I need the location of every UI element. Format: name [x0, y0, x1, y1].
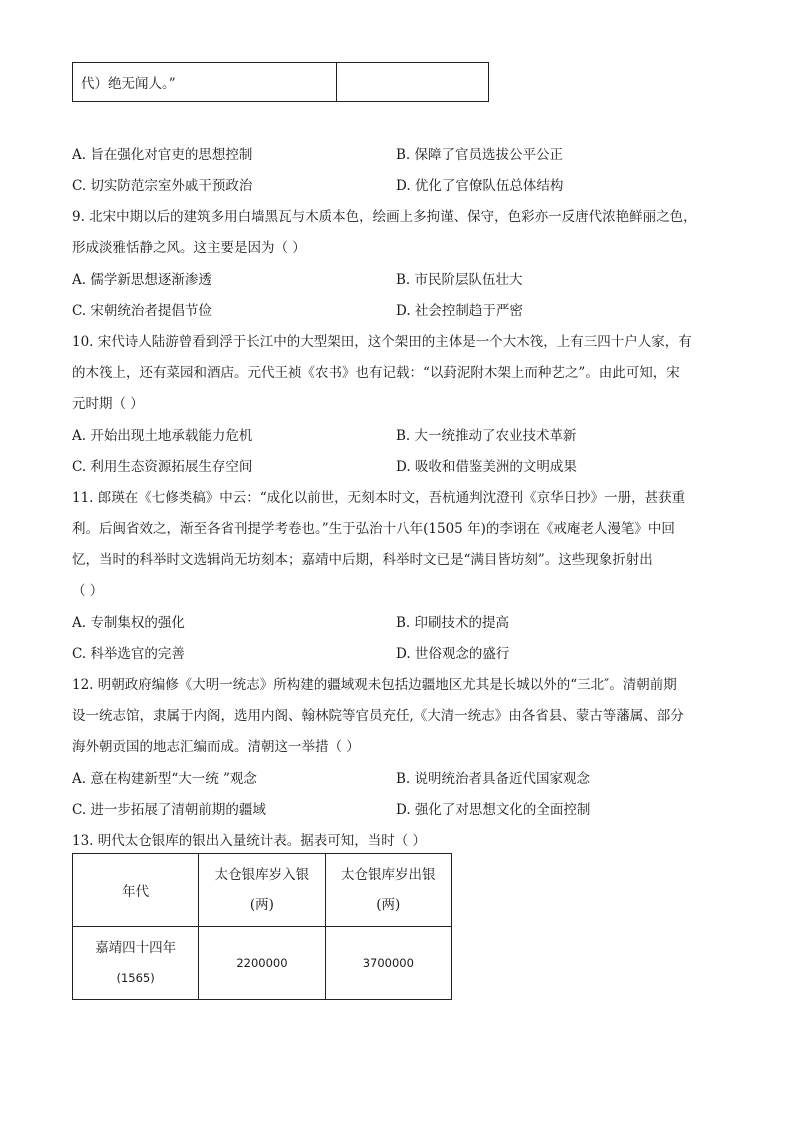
q9-option-a[interactable]: A. 儒学新思想逐渐渗透 — [72, 272, 212, 288]
q12-option-d[interactable]: D. 强化了对思想文化的全面控制 — [396, 802, 591, 818]
q11-option-c[interactable]: C. 科举选官的完善 — [72, 646, 185, 662]
q8-option-a[interactable]: A. 旨在强化对官吏的思想控制 — [72, 147, 253, 163]
top-table-cell-right — [337, 63, 489, 102]
row1-year-line2: (1565) — [116, 971, 155, 985]
q11-option-a[interactable]: A. 专制集权的强化 — [72, 615, 185, 631]
q10-stem-line2: 的木筏上，还有菜园和酒店。元代王祯《农书》也有记载：“以葑泥附木架上而种艺之”。由此可知，宋 — [72, 365, 680, 381]
q12-stem-line2: 设一统志馆，隶属于内阁，选用内阁、翰林院等官员充任,《大清一统志》由各省县、蒙古等藩属、部分 — [72, 708, 684, 724]
q9-stem-line2: 形成淡雅恬静之风。这主要是因为（ ） — [72, 240, 306, 256]
q8-option-c[interactable]: C. 切实防范宗室外戚干预政治 — [72, 178, 253, 194]
q12-stem-line1: 12. 明朝政府编修《大明一统志》所构建的疆域观未包括边疆地区尤其是长城以外的“三北″。清朝前期 — [72, 677, 677, 693]
q9-option-d[interactable]: D. 社会控制趋于严密 — [396, 303, 523, 319]
silver-table-header-income — [199, 854, 325, 927]
silver-table-header-year — [73, 854, 199, 927]
header-income-line2: (两) — [249, 897, 274, 913]
silver-table-header-expense — [325, 854, 451, 927]
q11-option-b[interactable]: B. 印刷技术的提高 — [396, 615, 510, 631]
q12-option-c[interactable]: C. 进一步拓展了清朝前期的疆域 — [72, 802, 266, 818]
q10-option-c[interactable]: C. 利用生态资源拓展生存空间 — [72, 459, 253, 475]
header-year-text: 年代 — [122, 884, 150, 900]
header-expense-line1: 太仓银库岁出银 — [341, 867, 436, 883]
q12-option-a[interactable]: A. 意在构建新型“大一统 ”观念 — [72, 771, 257, 787]
silver-table-row1-year — [73, 927, 199, 1000]
q8-option-d[interactable]: D. 优化了官僚队伍总体结构 — [396, 178, 564, 194]
row1-year-line1: 嘉靖四十四年 — [95, 940, 177, 956]
q13-stem: 13. 明代太仓银库的银出入量统计表。据表可知，当时（ ） — [72, 833, 427, 849]
q12-stem-line3: 海外朝贡国的地志汇编而成。清朝这一举措（ ） — [72, 739, 360, 755]
q8-option-b[interactable]: B. 保障了官员选拔公平公正 — [396, 147, 564, 163]
header-income-line1: 太仓银库岁入银 — [214, 867, 310, 883]
q11-stem-line1: 11. 郎瑛在《七修类稿》中云：“成化以前世，无刻本时文，吾杭通判沈澄刊《京华日抄》一册，甚获重 — [72, 490, 686, 506]
q10-stem-line1: 10. 宋代诗人陆游曾看到浮于长江中的大型架田，这个架田的主体是一个大木筏，上有三四十户人家，有 — [72, 334, 692, 350]
q9-option-c[interactable]: C. 宋朝统治者提倡节俭 — [72, 303, 212, 319]
q10-option-a[interactable]: A. 开始出现土地承载能力危机 — [72, 428, 253, 444]
silver-table — [72, 853, 452, 1000]
q9-stem-line1: 9. 北宋中期以后的建筑多用白墙黑瓦与木质本色，绘画上多拘谨、保守，色彩亦一反唐代浓艳鲜丽之色， — [72, 209, 697, 225]
top-table — [72, 62, 489, 102]
top-table-cell-left-text: 代）绝无闻人。” — [81, 76, 176, 92]
top-table-cell-left — [73, 63, 337, 102]
silver-table-row1-income: 2200000 — [199, 927, 325, 1000]
q10-option-d[interactable]: D. 吸收和借鉴美洲的文明成果 — [396, 459, 577, 475]
q11-stem-line4: （ ） — [72, 583, 104, 599]
q12-option-b[interactable]: B. 说明统治者具备近代国家观念 — [396, 771, 591, 787]
header-expense-line2: (两) — [376, 897, 401, 913]
q9-option-b[interactable]: B. 市民阶层队伍壮大 — [396, 272, 523, 288]
q10-option-b[interactable]: B. 大一统推动了农业技术革新 — [396, 428, 577, 444]
q10-stem-line3: 元时期（ ） — [72, 396, 144, 412]
q11-option-d[interactable]: D. 世俗观念的盛行 — [396, 646, 510, 662]
silver-table-row1-expense: 3700000 — [325, 927, 451, 1000]
q11-stem-line3: 忆，当时的科举时文选辑尚无坊刻本；嘉靖中后期，科举时文已是“满目皆坊刻”。这些现象折射出 — [72, 552, 653, 568]
q11-stem-line2: 利。后闽省效之，渐至各省刊提学考卷也。”生于弘治十八年(1505 年)的李诩在《戒庵老人漫笔》中回 — [72, 521, 675, 537]
